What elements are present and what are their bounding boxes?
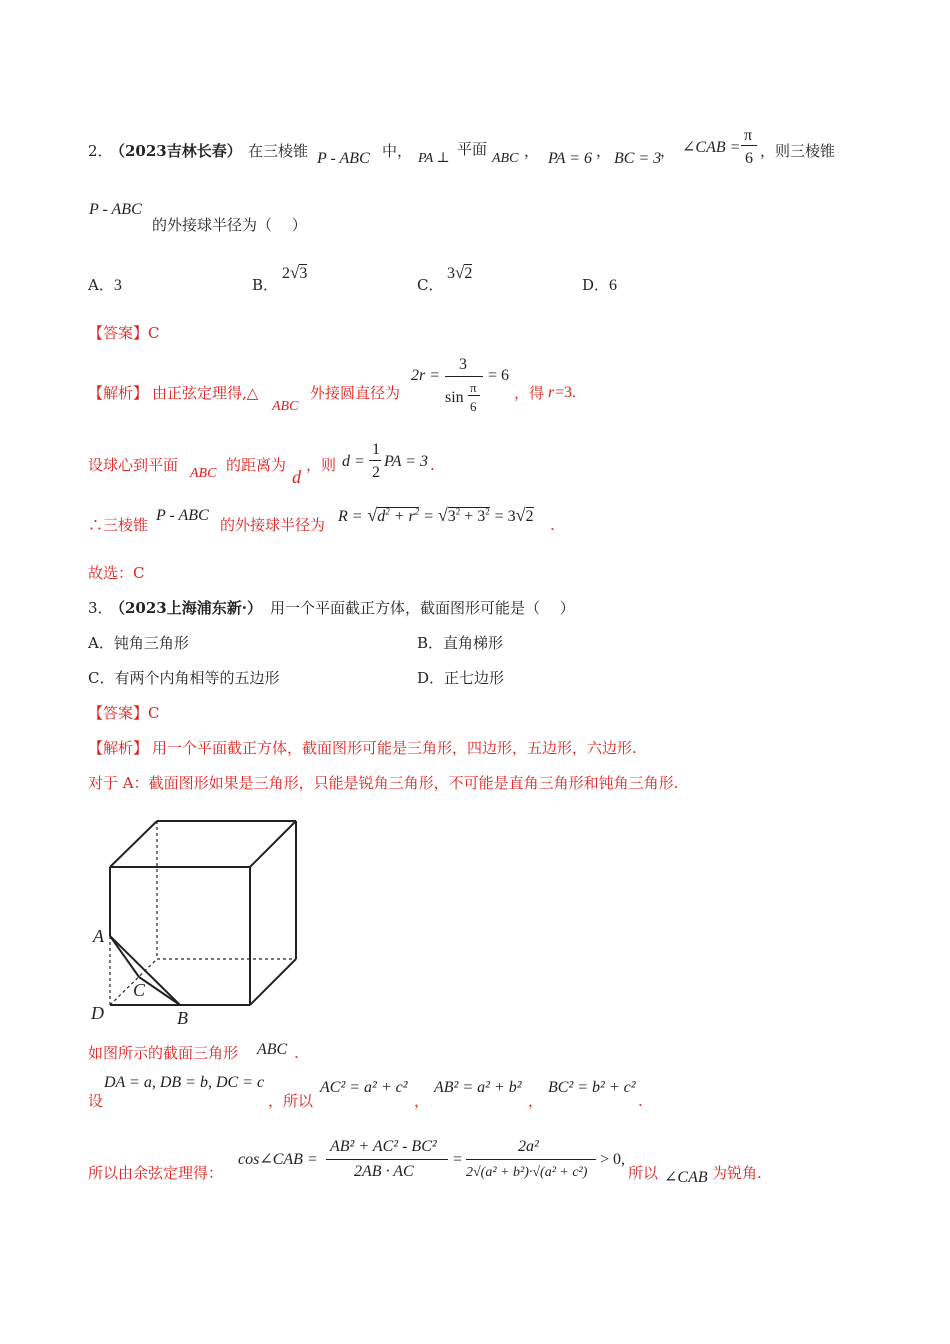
- q3-ac2: AC² = a² + c²: [320, 1079, 408, 1096]
- q2-line2c: 的距离为: [226, 456, 287, 474]
- edge-ac: [110, 936, 139, 977]
- edge-cb: [139, 977, 180, 1005]
- q2-analysis-1a: 由正弦定理得,△: [152, 384, 259, 402]
- q2-option-b[interactable]: [252, 278, 278, 293]
- q2-source: （2023吉林长春）: [110, 142, 242, 160]
- q3-cos-den2: 2√(a² + b²)·√(a² + c²): [466, 1165, 588, 1180]
- q2-stem-d: 的外接球半径为（ ）: [152, 216, 307, 234]
- q3-analysis-1: 用一个平面截正方体，截面图形可能是三角形，四边形，五边形，六边形.: [152, 739, 637, 757]
- q2-line3b: P - ABC: [156, 507, 209, 524]
- q2-frac-line-4: [369, 460, 381, 461]
- q2-line2e: ，则: [306, 456, 337, 474]
- q2-sin-pi: π: [470, 380, 477, 395]
- option-label: B．: [252, 276, 279, 294]
- q2-stem-a: 在三棱锥: [248, 142, 309, 160]
- q2-two-r: 2r =: [411, 367, 441, 384]
- q3-dot: .: [638, 1092, 643, 1110]
- q2-option-c[interactable]: [417, 278, 443, 293]
- q2-plane: 平面: [457, 140, 488, 158]
- q3-cos-a: 所以由余弦定理得：: [88, 1164, 224, 1182]
- q2-line3c: 的外接球半径为: [220, 516, 326, 534]
- q3-answer: 【答案】C: [88, 704, 160, 722]
- q3-cos-lhs: cos∠CAB =: [238, 1151, 318, 1168]
- label-d: D: [91, 1003, 104, 1023]
- q2-frac-line: [741, 145, 757, 146]
- q2-frac-line-3: [468, 395, 480, 396]
- q2-sin-six: 6: [470, 399, 477, 414]
- q2-option-c-value: 3√2: [447, 263, 473, 282]
- q2-analysis-1f: =3.: [555, 384, 577, 401]
- q2-line3-dot: .: [550, 516, 555, 534]
- q2-comma1: ，: [524, 142, 540, 160]
- q2-sin: sin: [445, 389, 464, 406]
- q2-analysis-1b: ABC: [272, 399, 299, 414]
- q3-cos-num2: 2a²: [518, 1138, 539, 1155]
- q3-cos-den1: 2AB · AC: [354, 1163, 414, 1180]
- label-c: C: [133, 980, 146, 1000]
- q3-stem: 用一个平面截正方体，截面图形可能是（ ）: [270, 599, 575, 617]
- q3-eq: =: [453, 1151, 463, 1168]
- q3-bc2: BC² = b² + c²: [548, 1079, 636, 1096]
- q2-frac-line-2: [445, 376, 483, 377]
- q3-let-expr: DA = a, DB = b, DC = c: [104, 1074, 265, 1091]
- q2-num3: 3: [459, 356, 467, 373]
- q3-cos-c: 为锐角.: [712, 1164, 762, 1182]
- q2-pi: π: [744, 127, 753, 144]
- q3-gt0: > 0,: [600, 1151, 626, 1168]
- q2-stem-b: 中，: [382, 142, 413, 160]
- q3-cos-b: 所以: [628, 1164, 659, 1182]
- q3-cos-num1: AB² + AC² - BC²: [330, 1138, 437, 1155]
- option-label: D．: [582, 276, 610, 294]
- q2-analysis-1d: ，得: [514, 384, 545, 402]
- q3-frac-line-2: [466, 1159, 596, 1160]
- q2-d-eq: d =: [342, 453, 365, 470]
- q3-analysis-2: 对于 A：截面图形如果是三角形，只能是锐角三角形，不可能是直角三角形和钝角三角形.: [88, 774, 679, 792]
- option-label: A．: [88, 276, 114, 294]
- q2-analysis-1e: r: [548, 384, 555, 401]
- q3-option-a[interactable]: A．钝角三角形: [88, 634, 189, 652]
- q3-source: （2023上海浦东新·）: [110, 599, 262, 617]
- q3-fig-caption-a: 如图所示的截面三角形: [88, 1044, 239, 1062]
- q2-option-b-value: 2√3: [282, 263, 308, 282]
- q3-option-c[interactable]: C．有两个内角相等的五边形: [88, 669, 280, 687]
- q2-number: 2．: [88, 142, 113, 160]
- q3-number: 3．: [88, 599, 113, 617]
- q2-pyramid2: P - ABC: [89, 201, 142, 218]
- q3-angle: ∠CAB: [664, 1169, 708, 1186]
- q3-fig-caption-c: .: [294, 1044, 299, 1062]
- q2-comma3: ，: [660, 142, 676, 160]
- q3-comma-1: ，: [414, 1092, 430, 1110]
- q3-option-d[interactable]: D．正七边形: [417, 669, 505, 687]
- q2-six: 6: [745, 150, 753, 167]
- q2-option-a[interactable]: [88, 278, 122, 294]
- cube-figure: [85, 812, 305, 1032]
- q3-fig-caption-b: ABC: [257, 1041, 288, 1058]
- q2-eq6: = 6: [488, 367, 510, 384]
- q2-analysis-1c: 外接圆直径为: [310, 384, 401, 402]
- q3-let: 设: [88, 1092, 104, 1110]
- q2-pa-eq: PA = 6: [548, 150, 592, 167]
- q2-two: 2: [372, 464, 380, 481]
- q2-pa-perp: PA ⊥: [418, 151, 450, 166]
- q2-comma2: ，: [596, 142, 612, 160]
- q2-angle-lhs: ∠CAB =: [682, 139, 741, 156]
- q3-comma-2: ，: [528, 1092, 544, 1110]
- q3-so: ，所以: [268, 1092, 314, 1110]
- option-value: 3: [113, 277, 122, 294]
- q2-line2d: d: [292, 467, 301, 487]
- q2-line2a: 设球心到平面: [88, 456, 179, 474]
- q2-radius-formula: $R = √d^2 + r^2 = √3^2 + 3^2 = 3√2$: [338, 505, 534, 525]
- label-a: A: [93, 926, 104, 946]
- q2-line3a: ∴三棱锥: [88, 516, 149, 534]
- q2-stem-c: ，则三棱锥: [760, 142, 836, 160]
- q2-one: 1: [372, 441, 380, 458]
- q3-ab2: AB² = a² + b²: [434, 1079, 522, 1096]
- q2-pa3: PA = 3: [384, 453, 428, 470]
- option-value: 6: [609, 277, 618, 294]
- q2-bc-eq: BC = 3: [614, 150, 662, 167]
- q3-frac-line-1: [326, 1159, 448, 1160]
- q2-option-d[interactable]: [582, 278, 617, 294]
- q3-analysis-label: 【解析】: [88, 739, 149, 757]
- q2-pyramid: P - ABC: [317, 150, 370, 167]
- q2-select: 故选：C: [88, 564, 145, 582]
- option-label: C．: [417, 276, 444, 294]
- q2-line2b: ABC: [190, 466, 217, 481]
- q3-option-b[interactable]: B．直角梯形: [417, 634, 504, 652]
- q2-analysis-label: 【解析】: [88, 384, 149, 402]
- label-b: B: [177, 1008, 188, 1028]
- q2-answer: 【答案】C: [88, 324, 160, 342]
- q2-abc: ABC: [492, 151, 519, 166]
- q2-dot: .: [430, 456, 435, 474]
